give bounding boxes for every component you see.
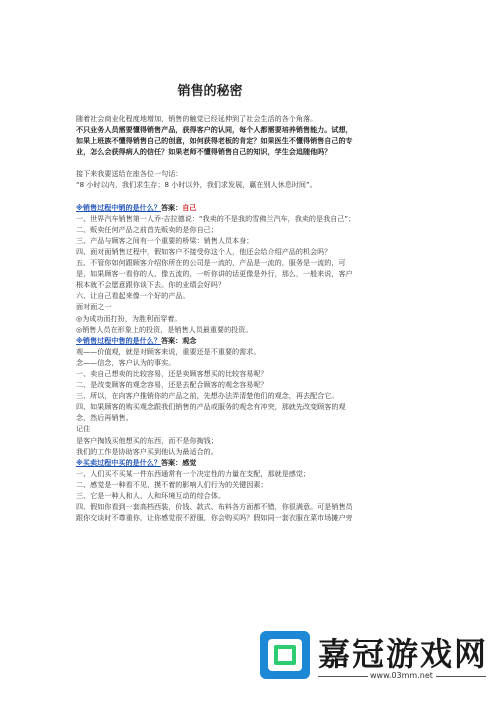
text-line: ◎销售人员在形象上的投资，是销售人员最重要的投资。 — [76, 324, 253, 334]
text-line: 二、是改变顾客的观念容易，还是去配合顾客的观念容易呢？ — [76, 380, 268, 390]
text-line: 三、它是一种人和人、人和环境互动的综合体。 — [76, 491, 225, 500]
text-line: 念，然后再销售。 — [76, 413, 133, 423]
question-link[interactable]: ※销售过程中售的是什么？ — [76, 335, 161, 345]
section-1-lines — [76, 213, 406, 335]
text-line: 四、面对面销售过程中，假如客户不接受你这个人，他还会给介绍产品的机会吗？ — [76, 246, 332, 256]
answer-value: 感觉 — [182, 457, 197, 467]
site-watermark — [252, 619, 492, 697]
site-logo-icon — [258, 627, 314, 683]
text-line: 三、产品与顾客之间有一个重要的桥梁：销售人员本身； — [76, 235, 254, 245]
watermark-name: 嘉冠游戏网 — [318, 635, 489, 673]
quote: “8 小时以内，我们求生存；8 小时以外，我们求发展，赢在别人休息时间”。 — [76, 180, 317, 190]
section-heading-3 — [76, 457, 406, 468]
text-line: 面对面之一 — [76, 302, 112, 312]
watermark-url: www.03mm.net — [370, 671, 433, 680]
answer-label: 答案： — [160, 457, 183, 467]
section-heading-1 — [76, 202, 406, 213]
question-link[interactable]: ※买卖过程中买的是什么？ — [76, 457, 161, 467]
share-intro: 接下来我要送给在座各位一句话： — [76, 169, 183, 179]
text-line: 一、世界汽车销售第一人乔·吉拉德说：“我卖的不是我的雪佛兰汽车，我卖的是我自己”； — [76, 213, 356, 223]
question-link[interactable]: ※销售过程中销的是什么？ — [76, 202, 161, 212]
text-line: 念——信念，客户认为的事实。 — [76, 357, 176, 367]
page-title: 销售的秘密 — [177, 84, 243, 99]
watermark-divider — [318, 676, 368, 677]
text-line: ◎为成功而打扮，为胜利而穿着。 — [76, 313, 182, 323]
section-heading-2 — [76, 335, 406, 346]
section-3-lines — [76, 468, 406, 523]
text-line: 根本就不会愿意跟你谈下去。你的业绩会好吗？ — [76, 280, 225, 290]
answer-value: 观念 — [182, 335, 197, 345]
text-line: 是，如果顾客一看你的人，像五流的，一听你讲的话更像是外行，那么，一般来说，客户 — [76, 269, 353, 279]
section-2-lines — [76, 346, 406, 457]
intro-line: 如果上班族不懂得销售自己的创意，如何获得老板的肯定？如果医生不懂得销售自己的专 — [76, 136, 353, 146]
text-line: 六、让自己看起来像一个好的产品。 — [76, 291, 190, 301]
text-line: 是客户掏钱买他想买的东西，而不是你掏钱； — [76, 435, 218, 445]
text-line: 四、假如你看到一套高档西装，价钱、款式、布料各方面都不错，你很满意。可是销售员 — [76, 502, 353, 512]
text-line: 五、不管你如何跟顾客介绍你所在的公司是一流的，产品是一流的，服务是一流的，可 — [76, 258, 346, 268]
text-line: 一、人们买不买某一件东西通常有一个决定性的力量在支配，那就是感觉； — [76, 468, 311, 478]
text-line: 我们的工作是协助客户买到他认为最适合的。 — [76, 446, 218, 456]
answer-label: 答案： — [160, 202, 183, 212]
intro-line: 随着社会商业化程度地增加，销售的触觉已经延伸到了社会生活的各个角落。 — [76, 114, 318, 123]
text-line: 一、卖自己想卖的比较容易，还是卖顾客想买的比较容易呢？ — [76, 368, 268, 378]
watermark-divider — [436, 676, 486, 677]
text-line: 四、如果顾客的购买观念跟我们销售的产品或服务的观念有冲突，那就先改变顾客的观 — [76, 402, 346, 412]
answer-value: 自己 — [182, 202, 197, 212]
text-line: 观——价值观，就是对顾客来说，重要还是不重要的需求。 — [76, 346, 261, 356]
intro-line: 业，怎么会获得病人的信任？如果老师不懂得销售自己的知识，学生会追随他吗？ — [76, 147, 332, 157]
answer-label: 答案： — [160, 335, 183, 345]
text-line: 二、贩卖任何产品之前首先贩卖的是你自己； — [76, 224, 218, 234]
article-body — [76, 113, 406, 523]
intro-line: 不只业务人员需要懂得销售产品，获得客户的认同，每个人都需要培养销售能力。试想， — [76, 125, 353, 135]
text-line: 记住 — [76, 424, 91, 434]
text-line: 三、所以，在向客户推销你的产品之前，先想办法弄清楚他们的观念，再去配合它。 — [76, 391, 339, 401]
text-line: 跟你交谈时不尊重你，让你感觉很不舒服，你会购买吗？假如同一套衣服在菜市场摊户旁 — [76, 513, 353, 523]
text-line: 二、感觉是一种看不见、摸不着的影响人们行为的关键因素； — [76, 479, 268, 489]
